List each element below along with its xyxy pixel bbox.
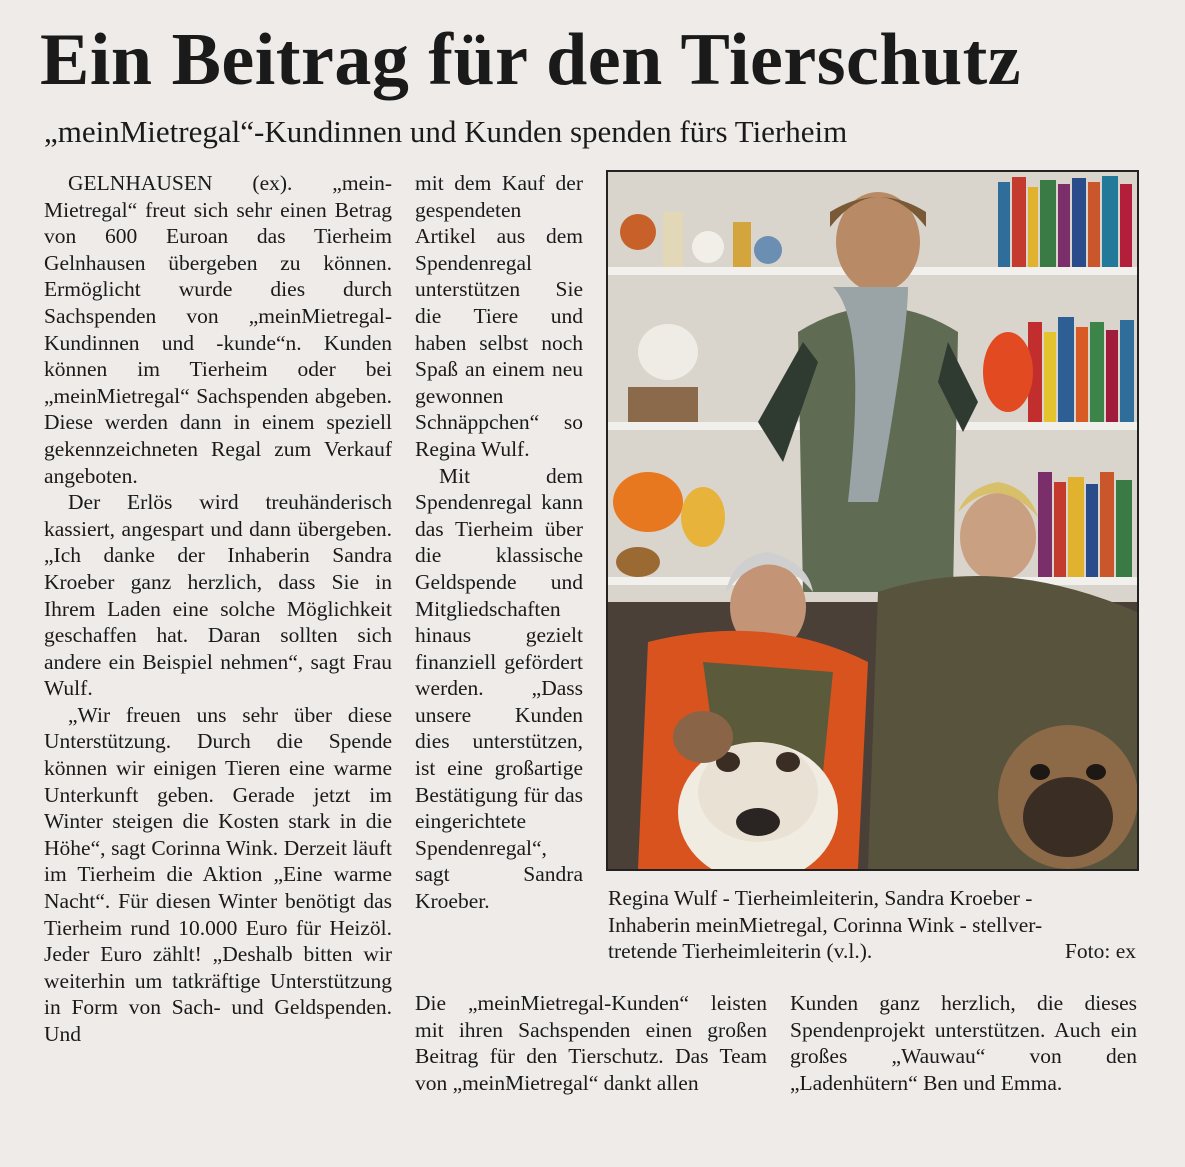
caption-line: Inhaberin meinMietregal, Corinna Wink - stellver-: [608, 912, 1043, 937]
subheadline: „meinMietregal“-Kundinnen und Kunden spenden fürs Tierheim: [44, 114, 848, 149]
article-column-2: [415, 170, 583, 915]
paragraph: Der Erlös wird treuhänderisch kassiert, angespart und dann übergeben. „Ich danke der Inhaberin Sandra Kroeber ganz herzlich, dass Sie in Ihrem Laden eine solche Möglichkeit geschaffen hat. Daran sollten sich andere ein Beispiel nehmen“, sagt Frau Wulf.: [44, 490, 392, 701]
photo-credit: Foto: ex: [1064, 939, 1136, 964]
headline: Ein Beitrag für den Tierschutz: [40, 19, 1022, 101]
article-photo: [606, 170, 1139, 871]
paragraph: GELNHAUSEN (ex). „mein-Mietregal“ freut sich sehr einen Betrag von 600 Euroan das Tierheim Gelnhausen übergeben zu können. Ermöglicht wurde dies durch Sachspenden von „meinMietregal-Kundinnen und -kunde“n. Kunden können im Tierheim oder bei „meinMietregal“ Sachspenden abgeben. Diese werden dann in einem speziell gekennzeichneten Regal zum Verkauf angeboten.: [44, 171, 392, 488]
paragraph: „Wir freuen uns sehr über diese Unterstützung. Durch die Spende können wir einigen Tieren eine warme Unterkunft geben. Gerade jetzt im Winter steigen die Kosten stark in die Höhe“, sagt Corinna Wink. Derzeit läuft im Tierheim die Aktion „Eine warme Nacht“. Für diesen Winter benötigt das Tierheim rund 10.000 Euro für Heizöl. Jeder Euro zählt! „Deshalb bitten wir weiterhin um tatkräftige Unterstützung in Form von Sach- und Geldspenden. Und: [44, 702, 392, 1046]
article-column-2-continued: Die „meinMietregal-Kunden“ leisten mit ihren Sachspenden einen großen Beitrag für den Tierschutz. Das Team von „meinMietregal“ dankt allen: [415, 991, 767, 1095]
caption-line: Regina Wulf - Tierheimleiterin, Sandra Kroeber -: [608, 886, 1033, 910]
paragraph: Mit dem Spendenregal kann das Tierheim über die klassische Geldspende und Mitgliedschaften hinaus gezielt finanziell gefördert werden. „Dass unsere Kunden dies unterstützen, ist eine großartige Bestätigung für das eingerichtete Spendenregal“, sagt Sandra Kroeber.: [415, 463, 583, 914]
caption-line: tretende Tierheimleiterin (v.l.).: [608, 939, 873, 964]
paragraph: mit dem Kauf der gespendeten Artikel aus dem Spendenregal unterstützen Sie die Tiere und haben selbst noch Spaß an einem neu gewonnen Schnäppchen“ so Regina Wulf.: [415, 171, 583, 461]
photo-caption: [608, 885, 1136, 965]
article-column-3: Kunden ganz herzlich, die dieses Spendenprojekt unterstützen. Auch ein großes „Wauwau“ von den „Ladenhütern“ Ben und Emma.: [790, 991, 1137, 1095]
photo-illustration: [608, 172, 1137, 869]
article-column-1: [44, 170, 392, 1048]
